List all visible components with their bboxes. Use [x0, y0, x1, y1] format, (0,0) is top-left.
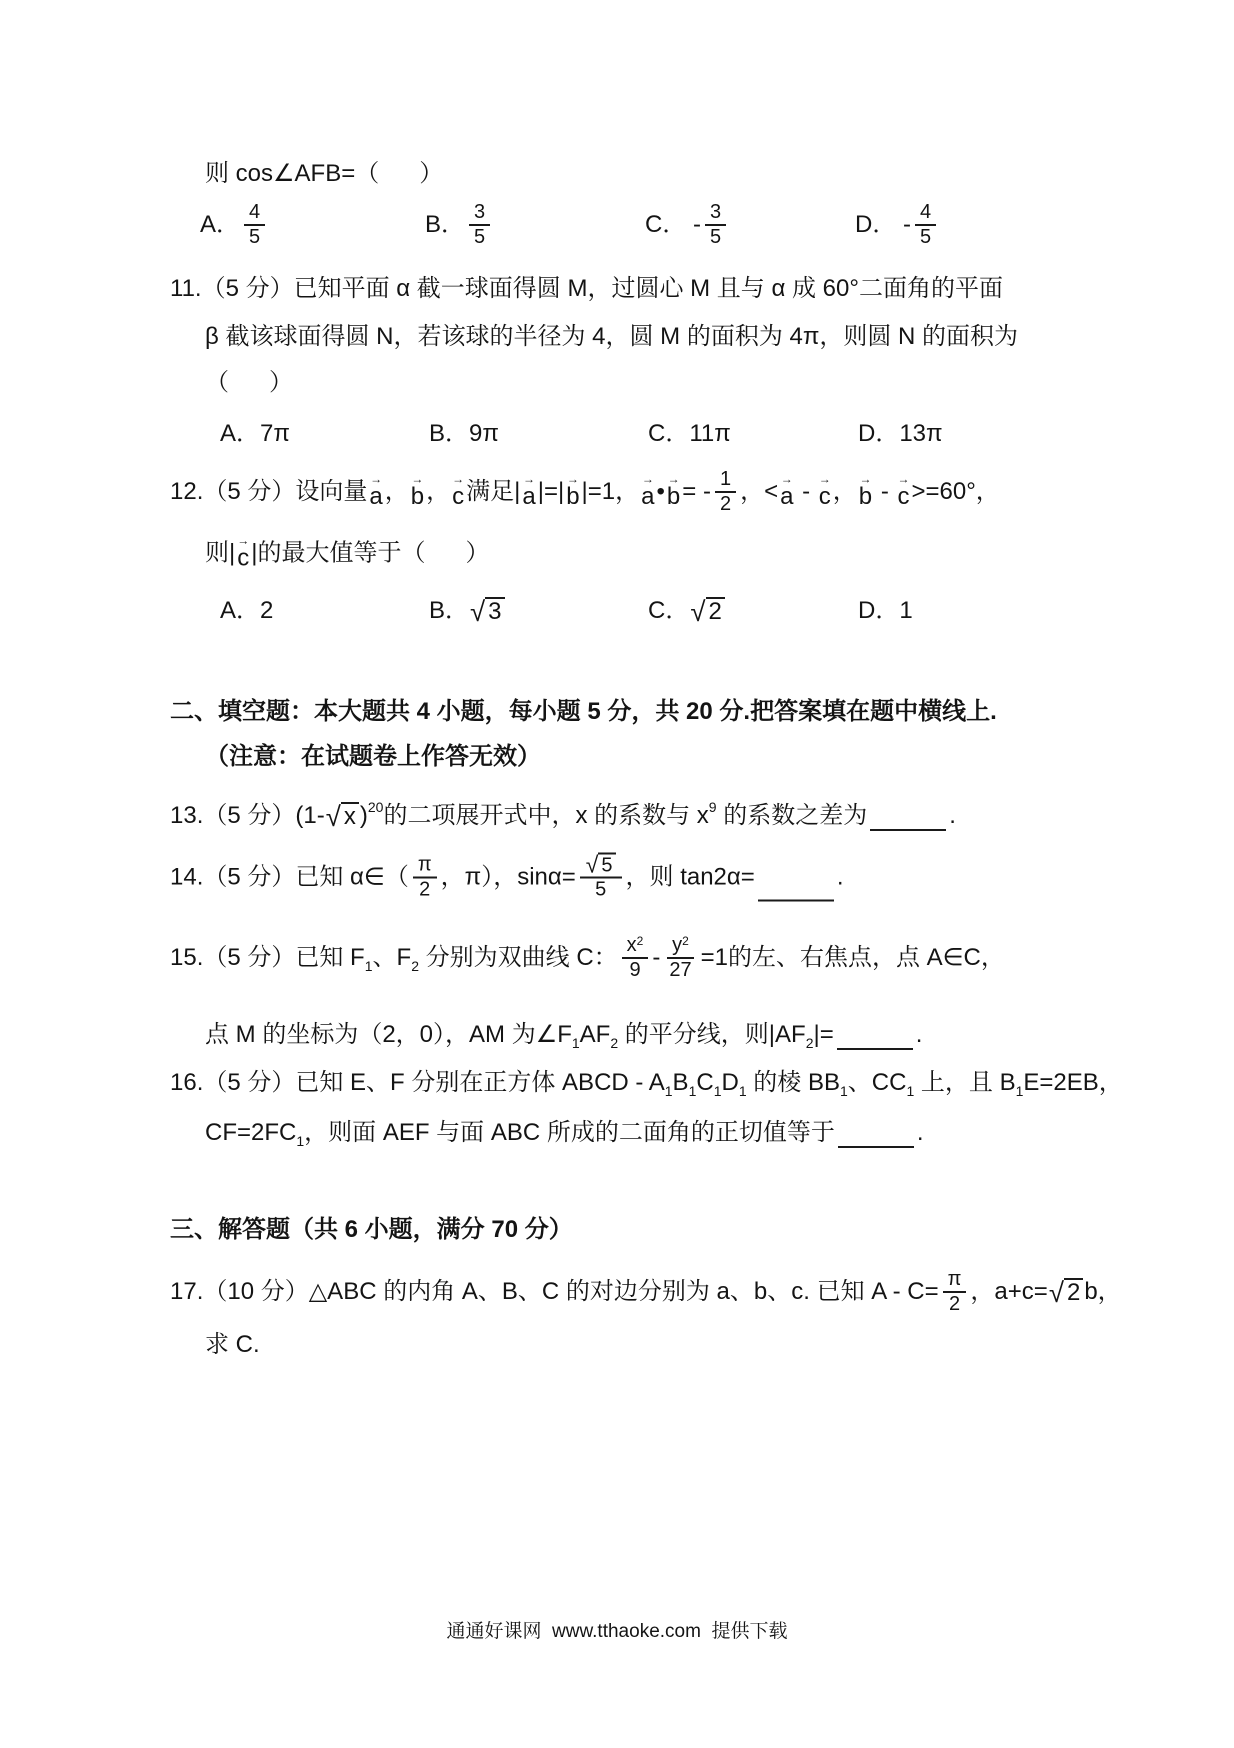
text-run: 12.（5 分）设向量 [170, 478, 368, 505]
radical-sign-icon: √ [585, 851, 599, 878]
radical-sign-icon: √ [1048, 1276, 1064, 1308]
text-run: 三、解答题（共 6 小题，满分 70 分） [170, 1216, 573, 1243]
text-run: . [949, 802, 956, 829]
text-run: D．1 [858, 597, 913, 624]
vector-letter: b [666, 483, 681, 511]
fraction-denominator [414, 878, 435, 901]
section3-header [170, 1215, 573, 1245]
text-run: b， [1084, 1278, 1122, 1305]
text-run: ，则面 AEF 与面 ABC 所成的二面角的正切值等于 [304, 1119, 835, 1146]
fraction-denominator [469, 226, 490, 249]
text-run: 的平分线，则|AF [618, 1021, 806, 1048]
text-run: 的系数之差为 [716, 802, 868, 829]
text-run: • [656, 478, 665, 505]
radicand: x [341, 802, 359, 830]
q15-line-1 [170, 934, 1005, 982]
q10-option-b [425, 201, 494, 249]
text-run: - [652, 944, 661, 971]
vector-letter: a [369, 483, 383, 511]
subscript: 2 [411, 958, 419, 974]
square-root [326, 802, 359, 830]
subscript: 1 [840, 1083, 848, 1099]
vector-letter: b [858, 483, 873, 511]
text-run: 1 [719, 468, 732, 490]
footer-site-credit [0, 1620, 1234, 1644]
text-run: ，则 tan2α= [625, 863, 755, 890]
vector-symbol [522, 474, 535, 509]
subscript: 1 [713, 1083, 722, 1099]
text-run: B [672, 1069, 689, 1096]
text-run: 5 [710, 226, 722, 248]
text-run: 满足| [466, 478, 521, 505]
q14-line [170, 853, 843, 902]
vector-letter: c [237, 544, 250, 572]
text-run: ，π），sinα= [440, 863, 576, 890]
q11-option-d [858, 419, 943, 449]
subscript: 1 [664, 1083, 673, 1099]
text-run: ， [426, 478, 451, 505]
text-run: AF [579, 1021, 611, 1048]
vector-arrow-icon: → [780, 472, 793, 487]
text-run: 的二项展开式中，x 的系数与 x [383, 802, 709, 829]
text-run: 16.（5 分）已知 E、F 分别在正方体 ABCD - A [170, 1069, 665, 1096]
text-run: 2 [419, 878, 431, 900]
vector-arrow-icon: → [370, 472, 383, 487]
text-run: 17.（10 分）△ABC 的内角 A、B、C 的对边分别为 a、b、c. 已知 A - C= [170, 1278, 939, 1305]
q11-line-1 [170, 274, 1003, 304]
q12-line-2 [205, 535, 489, 570]
vector-arrow-icon: → [452, 472, 465, 487]
subscript: 1 [571, 1035, 580, 1051]
text-run: D． - [855, 211, 911, 238]
vector-arrow-icon: → [667, 472, 680, 487]
square-root [586, 853, 616, 877]
vector-arrow-icon: → [859, 472, 872, 487]
text-run: C [696, 1069, 714, 1096]
text-run: 则| [205, 539, 236, 566]
fraction-denominator [715, 493, 736, 516]
fraction [469, 201, 490, 249]
text-run: CF=2FC [205, 1119, 297, 1146]
text-run: A．2 [220, 597, 274, 624]
text-run: ) [359, 802, 368, 829]
text-run: >=60°， [911, 478, 1000, 505]
radical-sign-icon: √ [325, 800, 341, 832]
radicand: 2 [1064, 1278, 1083, 1306]
q12-option-c [648, 596, 726, 626]
text-run: 2 [719, 493, 732, 515]
answer-blank-line [838, 1122, 914, 1148]
fraction [413, 853, 437, 901]
subscript: 1 [364, 958, 373, 974]
text-run: 、CC [847, 1069, 907, 1096]
vector-letter: a [522, 483, 536, 511]
fraction-numerator [413, 853, 437, 878]
fraction-numerator [244, 201, 265, 226]
q17-line-2 [205, 1330, 260, 1360]
q10-option-a [200, 201, 269, 249]
text-run: D．13π [858, 420, 943, 447]
square-root [690, 597, 725, 625]
text-run: π [417, 853, 432, 875]
text-run: 5 [920, 226, 932, 248]
text-run: 上，且 B [914, 1069, 1016, 1096]
subscript: 1 [296, 1133, 305, 1149]
subscript: 1 [688, 1083, 697, 1099]
answer-blank-line [837, 1024, 913, 1050]
text-run: = - [682, 478, 711, 505]
text-run: B．9π [429, 420, 499, 447]
text-run: y [672, 934, 683, 956]
vector-symbol [819, 474, 831, 509]
text-run: x [626, 934, 637, 956]
text-run: 3 [474, 201, 486, 223]
subscript: 1 [906, 1083, 915, 1099]
text-run: 11.（5 分）已知平面 α 截一球面得圆 M，过圆心 M 且与 α 成 60°二面角的平面 [170, 275, 1003, 302]
vector-letter: b [566, 483, 580, 511]
fraction [705, 201, 726, 249]
vector-symbol [641, 474, 654, 509]
q17-line-1 [170, 1268, 1122, 1316]
subscript: 1 [1015, 1083, 1024, 1099]
answer-blank-line [758, 876, 834, 902]
vector-symbol [237, 535, 249, 570]
text-run: 点 M 的坐标为（2，0），AM 为∠F [205, 1021, 572, 1048]
fraction-denominator [705, 226, 726, 249]
radicand: 3 [485, 597, 504, 625]
vector-letter: a [641, 483, 655, 511]
text-run: . [916, 1119, 924, 1146]
subscript: 1 [738, 1083, 747, 1099]
text-run: β 截该球面得圆 N，若该球的半径为 4，圆 M 的面积为 4π，则圆 N 的面积为 [205, 323, 1019, 350]
text-run: |的最大值等于（ ） [251, 539, 490, 566]
text-run: 13.（5 分）(1- [170, 802, 325, 829]
subscript: 2 [610, 1035, 619, 1051]
superscript: 9 [708, 799, 717, 815]
fraction-numerator [469, 201, 490, 226]
square-root [1049, 1278, 1084, 1306]
fraction-numerator [580, 853, 622, 879]
fraction-numerator [715, 468, 736, 493]
text-run: 通通好课网 www.tthaoke.com 提供下载 [446, 1621, 788, 1643]
text-run: 27 [669, 959, 692, 981]
text-run: 的棱 BB [746, 1069, 840, 1096]
text-run: 、F [372, 944, 412, 971]
fraction-denominator [664, 959, 696, 982]
section2-header [170, 697, 997, 727]
text-run: B． [429, 597, 470, 624]
fraction-numerator [667, 934, 694, 959]
q11-option-a [220, 419, 290, 449]
fraction [664, 934, 696, 982]
text-run: （ ） [205, 369, 294, 396]
vector-arrow-icon: → [523, 472, 536, 487]
q10-option-d [855, 201, 940, 249]
vector-letter: c [452, 483, 465, 511]
vector-letter: c [818, 483, 831, 511]
text-run: |=1， [581, 478, 640, 505]
q12-option-b [429, 596, 506, 626]
q10-cont-line [205, 159, 443, 189]
text-run: - [795, 478, 817, 505]
text-run: 9 [629, 959, 641, 981]
vector-arrow-icon: → [411, 472, 424, 487]
fraction-numerator [943, 1268, 967, 1293]
text-run: 二、填空题：本大题共 4 小题，每小题 5 分，共 20 分.把答案填在题中横线上. [170, 698, 997, 725]
superscript: 20 [367, 799, 384, 815]
q11-line-3 [205, 368, 293, 398]
radical-sign-icon: √ [470, 595, 486, 627]
text-run: 5 [249, 226, 261, 248]
fraction-numerator [915, 201, 936, 226]
fraction-numerator [622, 934, 649, 959]
q12-option-a [220, 596, 273, 626]
vector-letter: a [780, 483, 794, 511]
text-run: 则 cos∠AFB=（ ） [205, 160, 444, 187]
text-run: 2 [948, 1293, 961, 1315]
vector-letter: b [410, 483, 425, 511]
text-run: B． [425, 211, 466, 238]
text-run: C． - [645, 211, 701, 238]
radicand: 2 [706, 597, 725, 625]
fraction [580, 853, 622, 902]
vector-arrow-icon: → [237, 533, 250, 548]
text-run: 分别为双曲线 C： [418, 944, 618, 971]
vector-symbol [452, 474, 464, 509]
text-run: . [836, 863, 844, 890]
vector-symbol [369, 474, 382, 509]
superscript: 2 [682, 933, 689, 948]
q12-line-1 [170, 468, 1000, 516]
q15-line-2 [205, 1020, 922, 1050]
fraction [622, 934, 649, 982]
subscript: 2 [805, 1035, 814, 1051]
text-run: |= [813, 1021, 834, 1048]
vector-symbol [859, 474, 872, 509]
text-run: ，a+c= [970, 1278, 1048, 1305]
vector-symbol [897, 474, 909, 509]
text-run: . [915, 1021, 923, 1048]
q11-option-c [648, 419, 731, 449]
fraction-denominator [944, 1293, 965, 1316]
text-run: 5 [474, 226, 486, 248]
radicand: 5 [598, 853, 615, 877]
radical-sign-icon: √ [690, 595, 706, 627]
text-run: 4 [249, 201, 261, 223]
text-run: （注意：在试题卷上作答无效） [205, 743, 541, 770]
fraction [915, 201, 936, 249]
fraction-denominator [590, 879, 611, 902]
text-run: =1的左、右焦点，点 A∈C， [700, 944, 1005, 971]
q10-option-c [645, 201, 730, 249]
vector-symbol [667, 474, 680, 509]
text-run: 4 [920, 201, 932, 223]
vector-arrow-icon: → [818, 472, 831, 487]
text-run: A． [200, 211, 241, 238]
vector-arrow-icon: → [566, 472, 579, 487]
text-run: C． [648, 597, 690, 624]
text-run: E=2EB， [1023, 1069, 1123, 1096]
vector-letter: c [897, 483, 910, 511]
q16-line-1 [170, 1068, 1123, 1098]
fraction-numerator [705, 201, 726, 226]
text-run: C．11π [648, 420, 731, 447]
text-run: 3 [710, 201, 722, 223]
text-run: ，< [740, 478, 779, 505]
text-run: 求 C. [205, 1331, 260, 1358]
text-run: ， [384, 478, 409, 505]
vector-arrow-icon: → [897, 472, 910, 487]
answer-blank-line [870, 805, 946, 831]
q11-option-b [429, 419, 499, 449]
text-run: 5 [595, 878, 607, 901]
q12-option-d [858, 596, 913, 626]
text-run: 14.（5 分）已知 α∈（ [170, 863, 409, 890]
section2-note [205, 742, 541, 772]
text-run: A．7π [220, 420, 290, 447]
fraction [943, 1268, 967, 1316]
text-run: |=| [537, 478, 565, 505]
q16-line-2 [205, 1118, 924, 1148]
fraction-denominator [624, 959, 645, 982]
text-run: 15.（5 分）已知 F [170, 944, 365, 971]
superscript: 2 [636, 933, 644, 948]
vector-arrow-icon: → [641, 472, 654, 487]
vector-symbol [411, 474, 424, 509]
text-run: π [947, 1268, 962, 1290]
fraction-denominator [915, 226, 936, 249]
vector-symbol [780, 474, 793, 509]
fraction-denominator [244, 226, 265, 249]
text-run: - [874, 478, 896, 505]
vector-symbol [566, 474, 579, 509]
text-run: ， [832, 478, 857, 505]
q13-line [170, 801, 956, 831]
fraction [715, 468, 736, 516]
q11-line-2 [205, 322, 1018, 352]
text-run: D [721, 1069, 739, 1096]
square-root [470, 597, 505, 625]
fraction [244, 201, 265, 249]
